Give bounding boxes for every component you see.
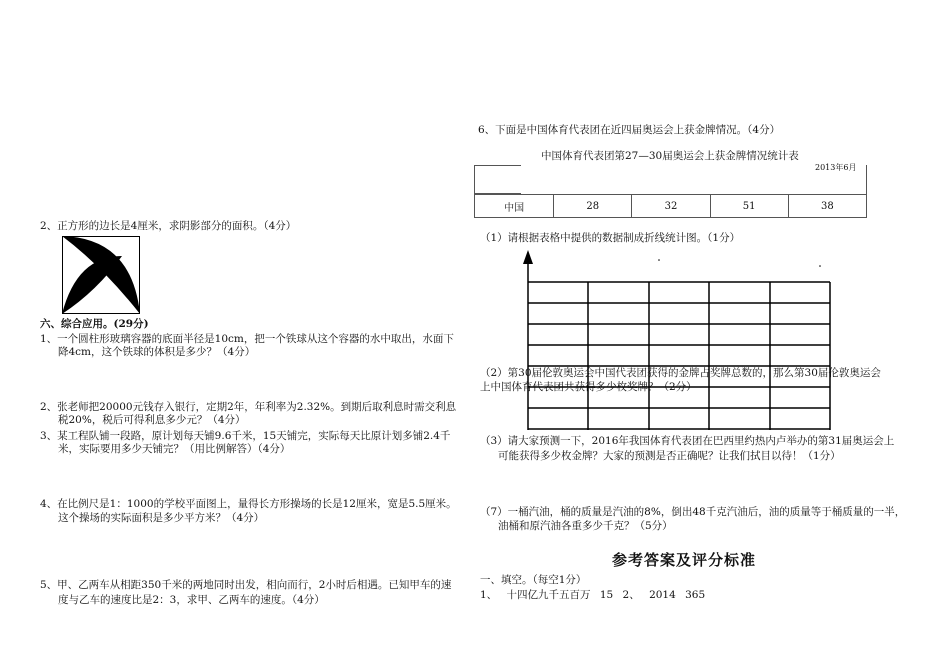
answers-section-1: 一、填空。（每空1分） bbox=[480, 574, 587, 586]
answers-title: 参考答案及评分标准 bbox=[612, 551, 757, 569]
question-2b-line1: 2、张老师把20000元钱存入银行，定期2年，年利率为2.32%。到期后取利息时需交利息 bbox=[40, 401, 457, 413]
question-5-line2: 度与乙车的速度比是2：3，求甲、乙两车的速度。（4分） bbox=[58, 594, 325, 606]
question-5-line1: 5、甲、乙两车从相距350千米的两地同时出发，相向而行，2小时后相遇。已知甲车的速 bbox=[40, 579, 452, 591]
table-row bbox=[475, 195, 867, 218]
table-header-left-border bbox=[474, 165, 475, 195]
sub-question-3-line2: 可能获得多少枚金牌？大家的预测是否正确呢？让我们拭目以待！（1分） bbox=[498, 450, 841, 462]
section-6-title: 六、综合应用。(29分) bbox=[40, 318, 149, 330]
question-6-text: 6、下面是中国体育代表团在近四届奥运会上获金牌情况。（4分） bbox=[478, 124, 781, 136]
square-shaded-figure bbox=[62, 236, 140, 314]
blank-chart-grid bbox=[518, 250, 838, 430]
table-cell-27: 28 bbox=[554, 195, 632, 218]
table-header-top-line bbox=[474, 165, 521, 166]
question-1-line2: 降4cm，这个铁球的体积是多少？（4分） bbox=[58, 346, 256, 358]
table-date: 2013年6月 bbox=[815, 163, 857, 172]
question-1-line1: 1、一个圆柱形玻璃容器的底面半径是10cm，把一个铁球从这个容器的水中取出，水面下 bbox=[40, 333, 454, 345]
table-title: 中国体育代表团第27—30届奥运会上获金牌情况统计表 bbox=[541, 150, 799, 162]
sub-question-2-line2: 上中国体育代表团共获得多少枚奖牌？（2分） bbox=[480, 381, 697, 393]
question-4-line1: 4、在比例尺是1：1000的学校平面图上，量得长方形操场的长是12厘米，宽是5.5厘米。 bbox=[40, 498, 457, 510]
question-7-line2: 油桶和原汽油各重多少千克？（5分） bbox=[498, 520, 673, 532]
table-cell-29: 51 bbox=[710, 195, 788, 218]
sub-question-3-line1: （3）请大家预测一下，2016年我国体育代表团在巴西里约热内卢举办的第31届奥运会上 bbox=[480, 435, 895, 447]
table-header-right-border bbox=[866, 165, 867, 195]
question-7-line1: （7）一桶汽油，桶的质量是汽油的8%，倒出48千克汽油后，油的质量等于桶质量的一半， bbox=[480, 506, 906, 518]
medal-table bbox=[474, 194, 867, 218]
question-4-line2: 这个操场的实际面积是多少平方米？（4分） bbox=[58, 512, 265, 524]
question-3-line2: 米，实际要用多少天铺完？（用比例解答）（4分） bbox=[58, 443, 291, 455]
sub-question-2-line1: （2）第30届伦敦奥运会中国代表团获得的金牌占奖牌总数的，那么第30届伦敦奥运会 bbox=[480, 367, 881, 379]
table-cell-30: 38 bbox=[788, 195, 866, 218]
table-cell-28: 32 bbox=[632, 195, 710, 218]
sub-question-1: （1）请根据表格中提供的数据制成折线统计图。（1分） bbox=[480, 232, 741, 244]
question-3-line1: 3、某工程队铺一段路，原计划每天铺9.6千米，15天铺完，实际每天比原计划多铺2.4千 bbox=[40, 430, 451, 442]
table-cell-country: 中国 bbox=[475, 195, 554, 218]
answers-line-1: 1、 十四亿九千五百万 15 2、 2014 365 bbox=[480, 589, 706, 601]
question-2-text: 2、正方形的边长是4厘米，求阴影部分的面积。（4分） bbox=[40, 220, 297, 232]
question-2b-line2: 税20%，税后可得利息多少元？（4分） bbox=[58, 414, 246, 426]
